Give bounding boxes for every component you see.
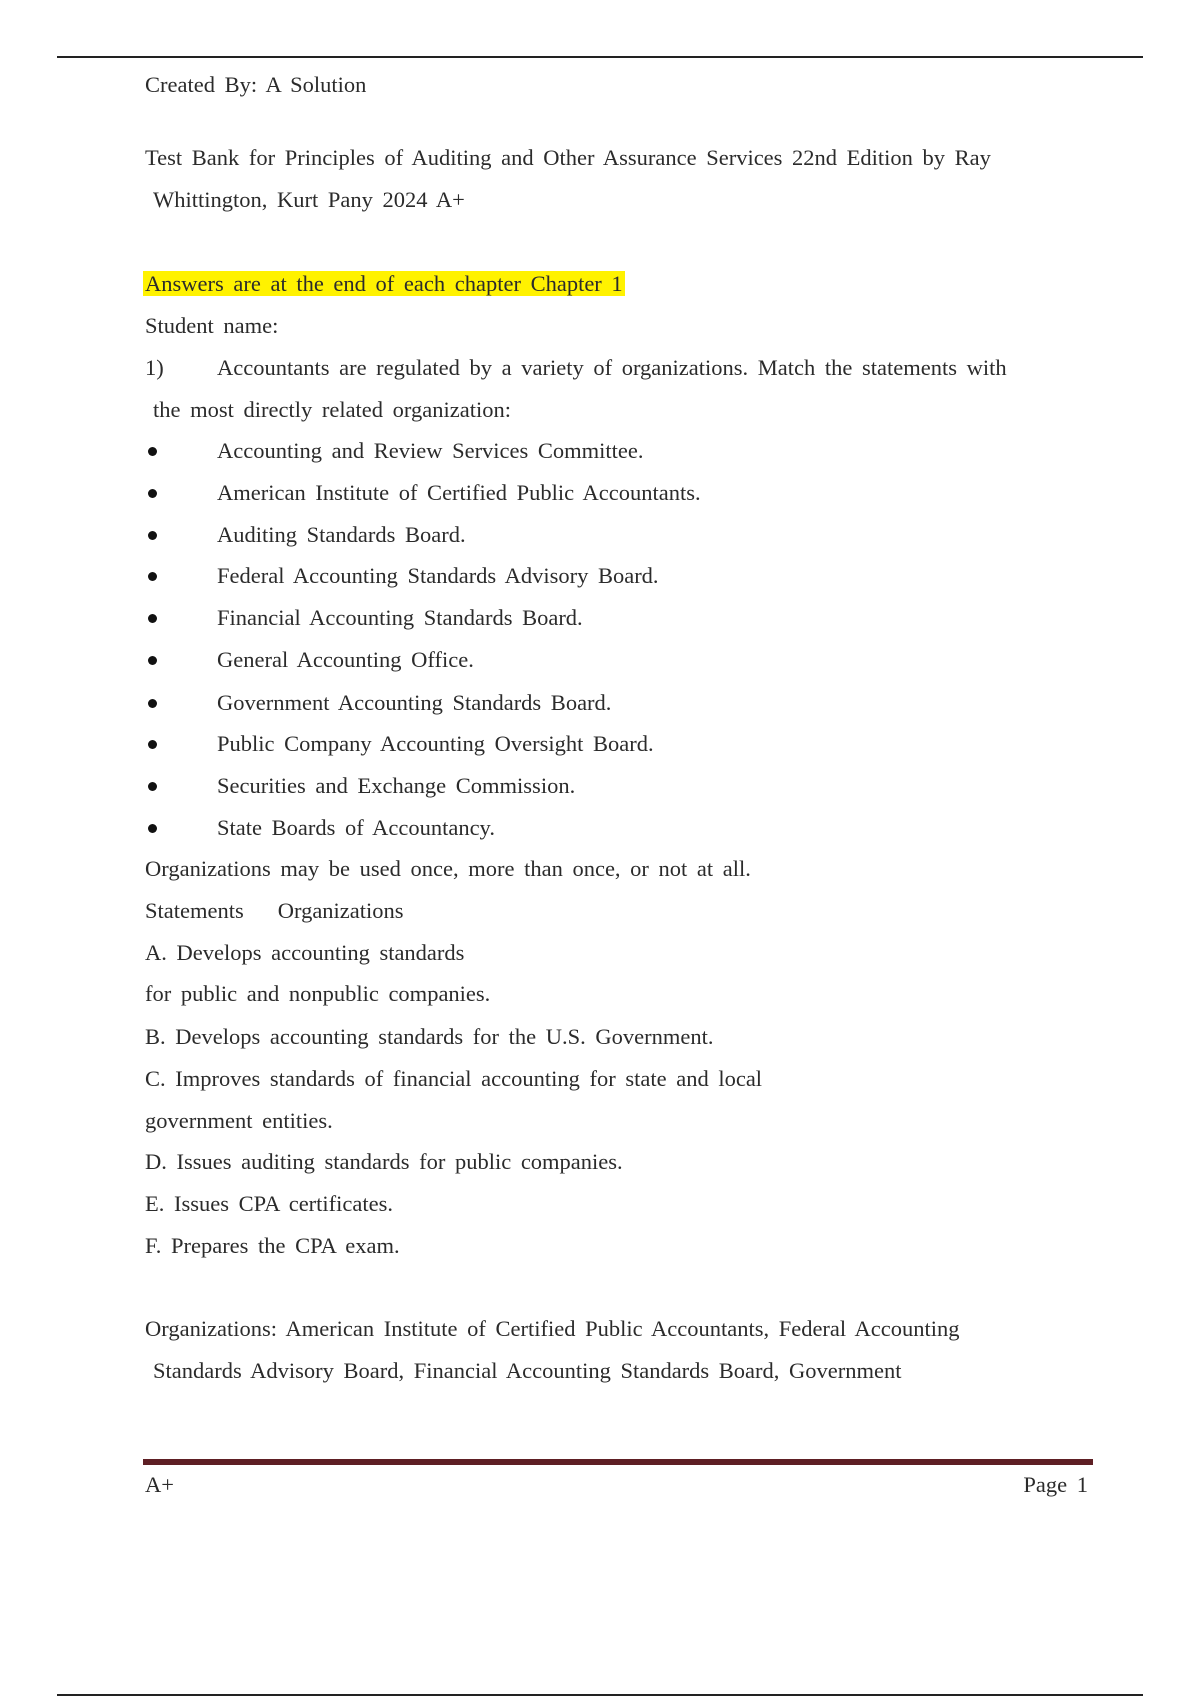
footer-left-text: A+: [145, 1472, 174, 1497]
bullet-icon: [148, 489, 157, 498]
statement-e: E. Issues CPA certificates.: [145, 1191, 394, 1216]
created-by: Created By: A Solution: [145, 72, 367, 97]
list-item-text: Securities and Exchange Commission.: [217, 773, 576, 798]
column-headers: [145, 897, 404, 925]
organizations-list-line-2: Standards Advisory Board, Financial Accounting Standards Board, Government: [153, 1358, 902, 1383]
statement-a-line-1: A. Develops accounting standards: [145, 940, 465, 965]
question-text-line-1: Accountants are regulated by a variety of organizations. Match the statements with: [217, 355, 1007, 380]
statement-d: D. Issues auditing standards for public companies.: [145, 1149, 623, 1174]
page-number: Page 1: [1023, 1472, 1088, 1497]
student-name-label: Student name:: [145, 313, 279, 338]
list-item-text: Accounting and Review Services Committee.: [217, 438, 644, 463]
top-rule: [57, 56, 1143, 58]
organizations-header: Organizations: [277, 898, 404, 923]
list-item-text: Auditing Standards Board.: [217, 522, 466, 547]
list-item-text: General Accounting Office.: [217, 647, 474, 672]
question-number: 1): [145, 355, 164, 380]
footer-rule: [143, 1459, 1093, 1465]
bottom-rule: [57, 1694, 1143, 1696]
bullet-icon: [148, 572, 157, 581]
bullet-icon: [148, 782, 157, 791]
document-title-line-2: Whittington, Kurt Pany 2024 A+: [153, 187, 465, 212]
list-item-text: Federal Accounting Standards Advisory Board.: [217, 563, 659, 588]
statement-a-line-2: for public and nonpublic companies.: [145, 981, 491, 1006]
statement-b: B. Develops accounting standards for the U.S. Government.: [145, 1024, 714, 1049]
list-item-text: American Institute of Certified Public Accountants.: [217, 480, 701, 505]
bullet-icon: [148, 824, 157, 833]
list-item-text: State Boards of Accountancy.: [217, 815, 495, 840]
bullet-icon: [148, 656, 157, 665]
bullet-icon: [148, 531, 157, 540]
list-item-text: Public Company Accounting Oversight Board.: [217, 731, 654, 756]
list-item-text: Government Accounting Standards Board.: [217, 690, 612, 715]
list-item-text: Financial Accounting Standards Board.: [217, 605, 583, 630]
statement-c-line-1: C. Improves standards of financial accounting for state and local: [145, 1066, 763, 1091]
usage-note: Organizations may be used once, more than once, or not at all.: [145, 856, 751, 881]
bullet-icon: [148, 699, 157, 708]
bullet-icon: [148, 614, 157, 623]
question-text-line-2: the most directly related organization:: [153, 397, 511, 422]
bullet-icon: [148, 740, 157, 749]
organizations-list-line-1: Organizations: American Institute of Certified Public Accountants, Federal Accounting: [145, 1316, 960, 1341]
highlighted-notice: Answers are at the end of each chapter Chapter 1: [145, 271, 623, 296]
statements-header: Statements: [145, 898, 244, 923]
answers-notice: [145, 270, 625, 298]
statement-f: F. Prepares the CPA exam.: [145, 1233, 400, 1258]
bullet-icon: [148, 447, 157, 456]
statement-c-line-2: government entities.: [145, 1108, 333, 1133]
document-title-line-1: Test Bank for Principles of Auditing and Other Assurance Services 22nd Edition by Ray: [145, 145, 991, 170]
